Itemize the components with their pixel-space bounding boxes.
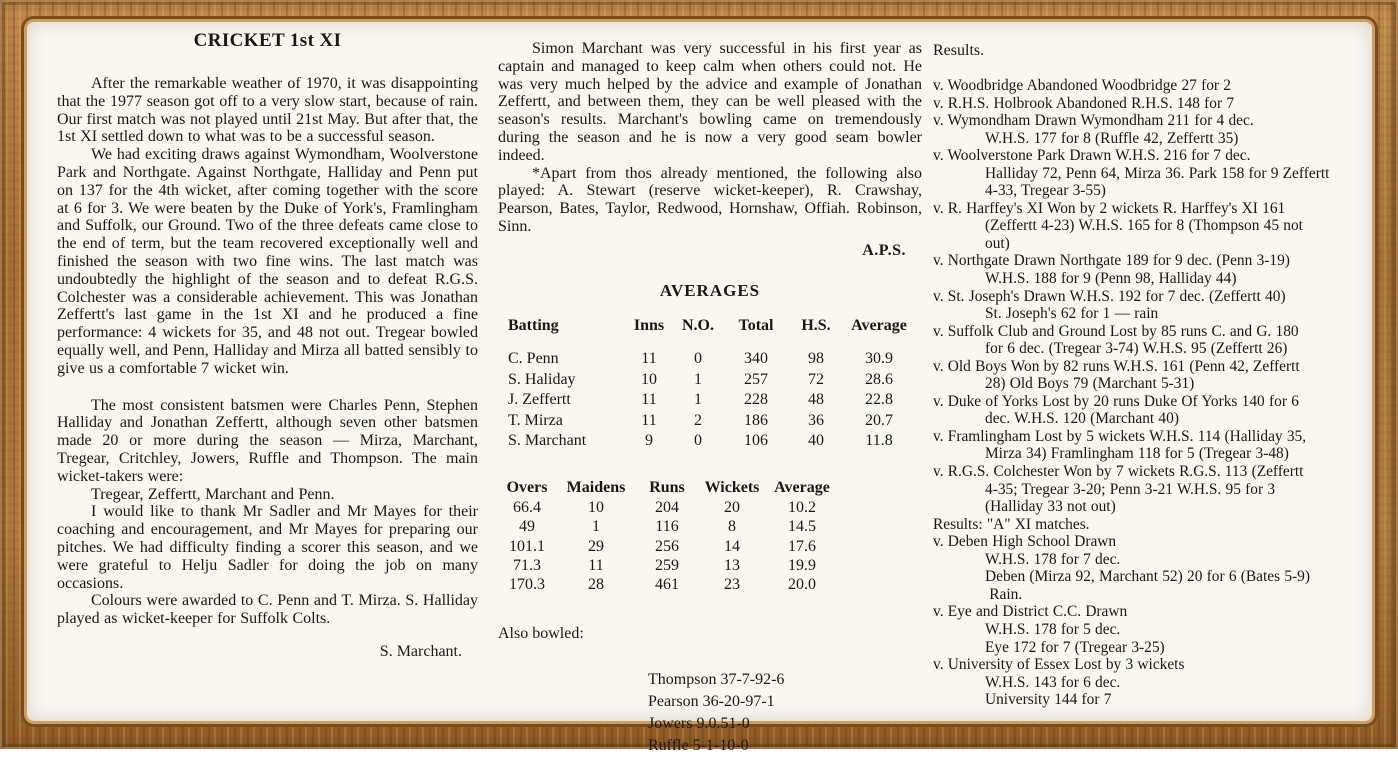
column-header: Overs [506, 478, 548, 496]
also-bowled-label: Also bowled: [498, 624, 584, 642]
table-cell: 1 [694, 370, 702, 388]
table-cell: 66.4 [513, 499, 541, 517]
result-line: Deben (Mirza 92, Marchant 52) 20 for 6 (Bates 5-9) [985, 568, 1310, 586]
result-line: W.H.S. 178 for 7 dec. [985, 550, 1121, 568]
result-line: v. Duke of Yorks Lost by 20 runs Duke Of Yorks 140 for 6 [933, 392, 1299, 410]
result-item [933, 112, 1357, 147]
result-item [933, 95, 1357, 113]
table-cell: 11 [641, 391, 657, 409]
table-cell: 8 [728, 518, 736, 536]
result-line: W.H.S. 177 for 8 (Ruffle 42, Zeffertt 35) [985, 129, 1239, 147]
table-cell: 0 [694, 432, 702, 450]
result-line: v. Old Boys Won by 82 runs W.H.S. 161 (Penn 42, Zeffertt [933, 357, 1300, 375]
table-row [508, 349, 914, 370]
result-line: Eye 172 for 7 (Tregear 3-25) [985, 638, 1165, 656]
also-bowled-list [648, 669, 922, 757]
also-bowled-entry: Thompson 37-7-92-6 [648, 670, 785, 688]
table-cell: J. Zeffertt [508, 391, 571, 409]
table-cell: 228 [744, 391, 768, 409]
middle-column [498, 40, 922, 757]
paragraph: The most consistent batsmen were Charles Penn, Stephen Halliday and Jonathan Zeffertt, although seven other batsmen made 20 or more during the season — Mirza, Marchant, Tregear, Critchley, Jowers, Ruffle and Thompson. The main wicket-takers were: [57, 396, 478, 485]
also-bowled-entry: Jowers 9.0.51-0 [648, 714, 750, 732]
column-header: Maidens [566, 478, 626, 496]
table-cell: T. Mirza [508, 411, 563, 429]
result-line: v. R. Harffey's XI Won by 2 wickets R. Harffey's XI 161 [933, 199, 1286, 217]
result-item [933, 516, 1357, 534]
column-header: Total [738, 316, 774, 334]
table-cell: 2 [694, 411, 702, 429]
result-line: v. Deben High School Drawn [933, 533, 1117, 551]
table-cell: 186 [744, 411, 768, 429]
table-cell: 257 [744, 370, 768, 388]
result-line: Rain. [985, 585, 1023, 603]
table-cell: 1 [694, 391, 702, 409]
result-line: v. Eye and District C.C. Drawn [933, 603, 1128, 621]
table-cell: 10.2 [788, 499, 816, 517]
table-cell: 116 [655, 518, 679, 536]
table-cell: S. Haliday [508, 370, 576, 388]
table-row [500, 498, 836, 517]
result-line: W.H.S. 188 for 9 (Penn 98, Halliday 44) [985, 270, 1237, 288]
result-line: out) [985, 234, 1010, 252]
table-cell: 17.6 [788, 537, 816, 555]
result-line: v. Northgate Drawn Northgate 189 for 9 dec. (Penn 3-19) [933, 252, 1290, 270]
column-header: Wickets [704, 478, 760, 496]
result-item [933, 147, 1357, 200]
bowling-table [500, 478, 836, 595]
result-line: v. Wymondham Drawn Wymondham 211 for 4 dec. [933, 112, 1254, 130]
result-line: (Zeffertt 4-23) W.H.S. 165 for 8 (Thompson 45 not [985, 217, 1303, 235]
table-cell: 49 [519, 518, 535, 536]
result-line: v. R.G.S. Colchester Won by 7 wickets R.G.S. 113 (Zeffertt [933, 463, 1304, 481]
table-cell: 10 [588, 499, 604, 517]
table-cell: 101.1 [509, 537, 545, 555]
result-line: Mirza 34) Framlingham 118 for 5 (Tregear 3-48) [985, 445, 1289, 463]
table-row [508, 431, 914, 452]
result-line: 28) Old Boys 79 (Marchant 5-31) [985, 375, 1195, 393]
table-cell: 98 [808, 350, 824, 368]
paragraph: We had exciting draws against Wymondham, Woolverstone Park and Northgate. Against Northgate, Halliday and Penn put on 137 for the 4th wicket, after coming together with the score at 6 for 3. We were beaten by the Duke of York's, Framlingham and Suffolk, our Ground. Two of the three defeats came close to the end of term, but the team recovered exceptionally well and finished the season with two fine wins. The last match was undoubtedly the highlight of the season and to defeat R.G.S. Colchester was a considerable achievement. This was Jonathan Zeffertt's last game in the 1st XI and he produced a fine performance: 4 wickets for 35, and 48 not out. Tregear bowled equally well, and Penn, Halliday and Mirza all batted sensibly to give us a comfortable 7 wicket win. [57, 146, 478, 377]
results-list [933, 77, 1357, 709]
table-cell: 23 [724, 576, 740, 594]
paragraph: *Apart from thos already mentioned, the following also played: A. Stewart (reserve wicket-keeper), R. Crawshay, Pearson, Bates, Taylor, Redwood, Hornshaw, Offiah. Robinson, Sinn. [498, 164, 922, 235]
result-line: v. Woodbridge Abandoned Woodbridge 27 for 2 [933, 77, 1231, 94]
table-cell: 29 [588, 537, 604, 555]
result-line: v. University of Essex Lost by 3 wickets [933, 656, 1185, 674]
column-header: N.O. [682, 316, 714, 334]
table-cell: 11 [641, 350, 657, 368]
table-cell: 13 [724, 556, 740, 574]
result-item [933, 200, 1357, 253]
table-cell: 71.3 [513, 556, 541, 574]
paragraph: Tregear, Zeffertt, Marchant and Penn. [91, 485, 335, 503]
result-item [933, 252, 1357, 287]
result-line: Halliday 72, Penn 64, Mirza 36. Park 158 for 9 Zeffertt [985, 164, 1330, 182]
paragraph: Colours were awarded to C. Penn and T. Mirza. S. Halliday played as wicket-keeper for Suffolk Colts. [57, 592, 478, 628]
table-row [500, 517, 836, 536]
result-line: (Halliday 33 not out) [985, 498, 1116, 516]
also-bowled-entry: Pearson 36-20-97-1 [648, 692, 775, 710]
table-cell: 461 [655, 576, 679, 594]
table-cell: 10 [641, 370, 657, 388]
result-line: University 144 for 7 [985, 691, 1112, 709]
paragraph: Simon Marchant was very successful in his first year as captain and managed to keep calm when others could not. He was very much helped by the advice and example of Jonathan Zeffertt, and between them, they can be well pleased with the season's results. Marchant's bowling came on tremendously during the season and he is now a very good seam bowler indeed. [498, 40, 922, 164]
averages-heading: AVERAGES [659, 280, 761, 300]
magazine-page [27, 22, 1372, 754]
table-cell: 19.9 [788, 556, 816, 574]
paragraph: I would like to thank Mr Sadler and Mr Mayes for their coaching and encouragement, and Mr Mayes for preparing our pitches. We had difficulty finding a scorer this season, and we were grateful to Helju Sadler for doing the job on many occasions. [57, 503, 478, 592]
result-item [933, 77, 1357, 95]
table-cell: 259 [655, 556, 679, 574]
result-line: v. Woolverstone Park Drawn W.H.S. 216 for 7 dec. [933, 147, 1251, 165]
table-cell: 20 [724, 499, 740, 517]
result-item [933, 358, 1357, 393]
right-column [933, 42, 1357, 709]
table-cell: C. Penn [508, 350, 559, 368]
table-cell: 9 [645, 432, 653, 450]
table-cell: 1 [592, 518, 600, 536]
table-cell: 14.5 [788, 518, 816, 536]
table-header-row [508, 316, 914, 350]
result-item [933, 603, 1357, 656]
batting-table [508, 316, 914, 452]
table-header-row [500, 478, 836, 498]
article-title: CRICKET 1st XI [193, 30, 342, 51]
table-cell: S. Marchant [508, 432, 587, 450]
result-line: v. Framlingham Lost by 5 wickets W.H.S. 114 (Halliday 35, [933, 427, 1307, 445]
table-row [508, 390, 914, 411]
table-cell: 340 [744, 350, 768, 368]
table-cell: 11 [641, 411, 657, 429]
column-header: Runs [649, 478, 685, 496]
table-cell: 28 [588, 576, 604, 594]
column-header: Batting [508, 316, 559, 334]
result-line: for 6 dec. (Tregear 3-74) W.H.S. 95 (Zeffertt 26) [985, 340, 1288, 358]
table-row [508, 411, 914, 432]
table-cell: 170.3 [509, 576, 545, 594]
also-bowled-entry: Ruffle 5-1-10-0 [648, 736, 749, 754]
table-row [500, 556, 836, 575]
result-line: 4-35; Tregear 3-20; Penn 3-21 W.H.S. 95 for 3 [985, 480, 1276, 498]
table-cell: 256 [655, 537, 679, 555]
table-cell: 28.6 [865, 370, 893, 388]
table-cell: 11.8 [865, 432, 893, 450]
paragraph: After the remarkable weather of 1970, it was disappointing that the 1977 season got off to a very slow start, because of rain. Our first match was not played until 21st May. But after that, the 1st XI settled down to what was to be a successful season. [57, 75, 478, 146]
result-line: dec. W.H.S. 120 (Marchant 40) [985, 410, 1179, 428]
table-cell: 11 [588, 556, 604, 574]
table-cell: 20.0 [788, 576, 816, 594]
result-line: v. Suffolk Club and Ground Lost by 85 runs C. and G. 180 [933, 322, 1299, 340]
result-line: 4-33, Tregear 3-55) [985, 182, 1106, 200]
table-cell: 204 [655, 499, 679, 517]
result-line: W.H.S. 143 for 6 dec. [985, 673, 1121, 691]
table-cell: 48 [808, 391, 824, 409]
result-item [933, 428, 1357, 463]
left-column [57, 30, 478, 661]
result-item [933, 393, 1357, 428]
column-header: Average [774, 478, 830, 496]
result-line: St. Joseph's 62 for 1 — rain [985, 305, 1159, 323]
results-heading: Results. [933, 42, 985, 59]
table-cell: 14 [724, 537, 740, 555]
table-cell: 20.7 [865, 411, 893, 429]
result-item [933, 288, 1357, 323]
column-header: Average [851, 316, 907, 334]
column-header: Inns [633, 316, 665, 334]
result-item [933, 533, 1357, 603]
table-cell: 30.9 [865, 350, 893, 368]
initials: A.P.S. [862, 241, 906, 259]
result-item [933, 656, 1357, 709]
signature: S. Marchant. [379, 642, 462, 660]
result-line: v. St. Joseph's Drawn W.H.S. 192 for 7 dec. (Zeffertt 40) [933, 287, 1286, 305]
result-line: v. R.H.S. Holbrook Abandoned R.H.S. 148 for 7 [933, 94, 1235, 112]
result-line: W.H.S. 178 for 5 dec. [985, 620, 1121, 638]
table-cell: 22.8 [865, 391, 893, 409]
table-cell: 106 [744, 432, 768, 450]
column-header: H.S. [801, 316, 831, 334]
table-cell: 0 [694, 350, 702, 368]
result-item [933, 463, 1357, 516]
table-row [500, 575, 836, 594]
table-cell: 72 [808, 370, 824, 388]
table-row [508, 370, 914, 391]
table-row [500, 537, 836, 556]
result-line: Results: "A" XI matches. [933, 515, 1090, 533]
table-cell: 40 [808, 432, 824, 450]
table-cell: 36 [808, 411, 824, 429]
result-item [933, 323, 1357, 358]
